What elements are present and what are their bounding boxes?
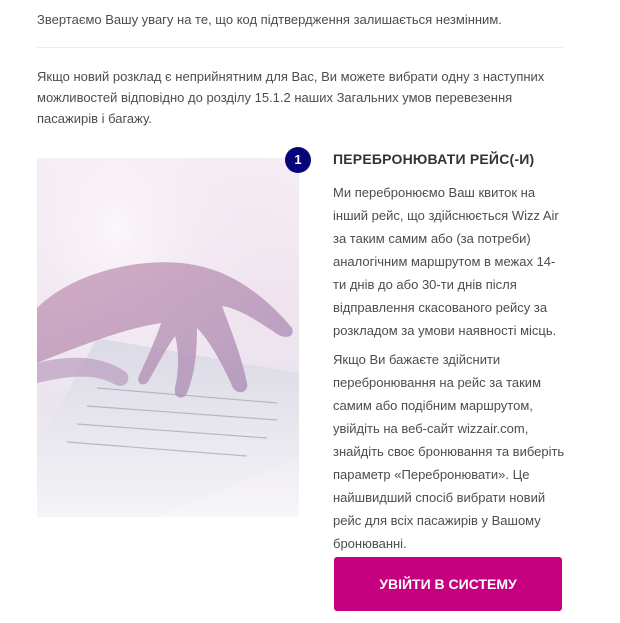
notice-text: Звертаємо Вашу увагу на те, що код підтвердження залишається незмінним. <box>37 12 502 27</box>
hands-on-laptop-keyboard-photo <box>37 158 299 517</box>
laptop-typing-photo <box>37 158 299 517</box>
option-title: ПЕРЕБРОНЮВАТИ РЕЙС(-И) <box>333 151 535 167</box>
divider <box>37 47 563 48</box>
intro-text: Якщо новий розклад є неприйнятним для Вас, Ви можете вибрати одну з наступних можливостей відповідно до розділу 15.1.2 наших Загальних умов перевезення пасажирів і багажу. <box>37 69 545 126</box>
option-instructions: Якщо Ви бажаєте здійснити перебронювання на рейс за таким самим або подібним маршрутом, увійдіть на веб-сайт wizzair.com, знайдіть своє бронювання та виберіть параметр «Перебронювати». Це найшвидший спосіб вибрати новий рейс для всіх пасажирів у Вашому бронюванні. <box>333 352 565 551</box>
option-description: Ми перебронюємо Ваш квиток на інший рейс, що здійснюється Wizz Air за таким самим або (за потреби) аналогічним маршрутом в межах 14-ти днів до або 30-ти днів після відправлення скасованого рейсу за розкладом за умови наявності місць. <box>333 185 559 338</box>
login-button[interactable]: УВІЙТИ В СИСТЕМУ <box>334 557 562 611</box>
option-number-badge: 1 <box>285 147 311 173</box>
